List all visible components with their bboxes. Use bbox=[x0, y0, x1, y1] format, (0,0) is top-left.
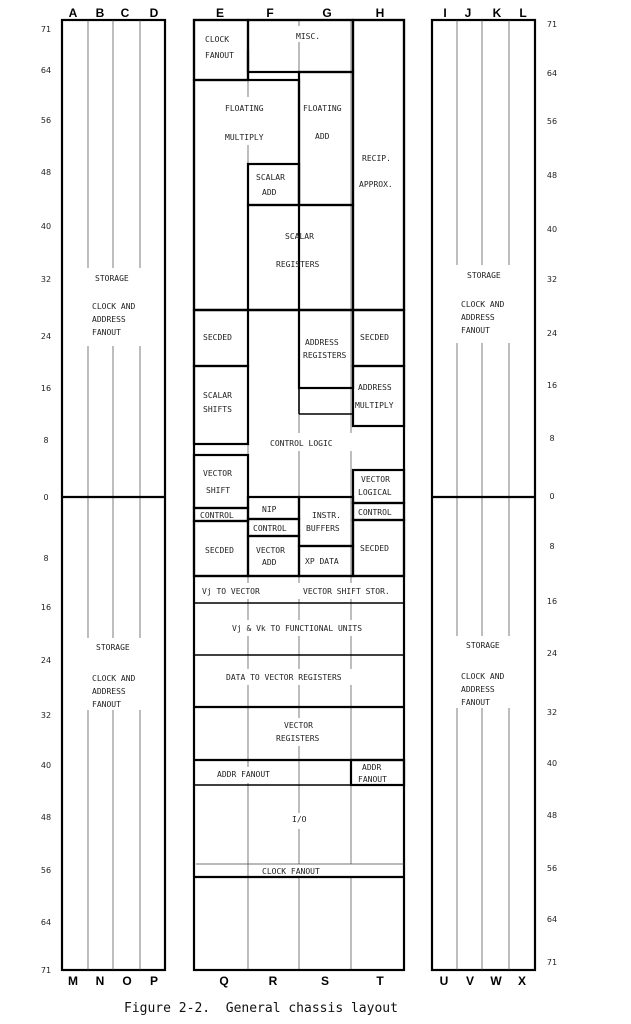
column-labels-top bbox=[69, 6, 527, 20]
label-instr-buffers: BUFFERS bbox=[306, 524, 340, 533]
row-label-right: 48 bbox=[546, 171, 558, 180]
col-label-s: S bbox=[320, 974, 330, 988]
row-label-left: 64 bbox=[40, 918, 52, 927]
storage-label: CLOCK AND bbox=[92, 302, 136, 311]
label-clock-fanout-bottom: CLOCK FANOUT bbox=[262, 867, 320, 876]
label-floating-multiply: MULTIPLY bbox=[225, 133, 264, 142]
storage-label: ADDRESS bbox=[461, 313, 495, 322]
label-secded: SECDED bbox=[203, 333, 232, 342]
row-label-left: 16 bbox=[40, 384, 52, 393]
label-scalar-add: ADD bbox=[262, 188, 277, 197]
label-vector-add: ADD bbox=[262, 558, 277, 567]
label-address-registers: ADDRESS bbox=[305, 338, 339, 347]
col-label-f: F bbox=[266, 6, 274, 20]
row-label-right: 40 bbox=[546, 225, 558, 234]
row-label-right: 24 bbox=[546, 329, 558, 338]
col-label-g: G bbox=[322, 6, 332, 20]
label-clock-fanout: CLOCK bbox=[205, 35, 230, 44]
col-label-b: B bbox=[95, 6, 105, 20]
label-vector-shift: SHIFT bbox=[206, 486, 231, 495]
col-label-w: W bbox=[490, 974, 502, 988]
row-label-left: 32 bbox=[40, 275, 52, 284]
row-label-right: 24 bbox=[546, 649, 558, 658]
row-label-left: 64 bbox=[40, 66, 52, 75]
label-vector-logical: LOGICAL bbox=[358, 488, 392, 497]
row-label-left: 0 bbox=[43, 493, 49, 502]
row-label-right: 16 bbox=[546, 597, 558, 606]
row-label-right: 8 bbox=[549, 542, 555, 551]
label-control: CONTROL bbox=[358, 508, 392, 517]
label-control: CONTROL bbox=[200, 511, 234, 520]
label-vj-to-vector: Vj TO VECTOR bbox=[202, 587, 260, 596]
row-label-right: 64 bbox=[546, 915, 558, 924]
row-label-right: 64 bbox=[546, 69, 558, 78]
label-nip: NIP bbox=[262, 505, 277, 514]
col-label-x: X bbox=[517, 974, 527, 988]
label-vector-registers: REGISTERS bbox=[276, 734, 320, 743]
label-scalar-registers: SCALAR bbox=[285, 232, 314, 241]
row-label-right: 32 bbox=[546, 708, 558, 717]
label-scalar-registers: REGISTERS bbox=[276, 260, 320, 269]
col-label-h: H bbox=[375, 6, 385, 20]
storage-label: CLOCK AND bbox=[461, 300, 505, 309]
label-vj-vk: Vj & Vk TO FUNCTIONAL UNITS bbox=[232, 624, 363, 633]
label-address-multiply: ADDRESS bbox=[358, 383, 392, 392]
row-label-right: 8 bbox=[549, 434, 555, 443]
col-label-e: E bbox=[215, 6, 225, 20]
row-label-left: 56 bbox=[40, 866, 52, 875]
row-label-left: 8 bbox=[43, 554, 49, 563]
label-vector-shift: VECTOR bbox=[203, 469, 232, 478]
label-floating-add: ADD bbox=[315, 132, 330, 141]
label-vector-add: VECTOR bbox=[256, 546, 285, 555]
row-label-left: 40 bbox=[40, 761, 52, 770]
row-label-left: 24 bbox=[40, 656, 52, 665]
storage-label: STORAGE bbox=[467, 271, 501, 280]
row-label-left: 71 bbox=[40, 966, 52, 975]
storage-label: STORAGE bbox=[95, 274, 129, 283]
storage-label: FANOUT bbox=[92, 700, 121, 709]
label-floating-add: FLOATING bbox=[303, 104, 342, 113]
storage-label: FANOUT bbox=[461, 698, 490, 707]
col-label-t: T bbox=[376, 974, 384, 988]
left-storage-cabinet bbox=[62, 20, 165, 970]
row-label-right: 56 bbox=[546, 864, 558, 873]
row-label-left: 56 bbox=[40, 116, 52, 125]
right-storage-cabinet bbox=[432, 20, 535, 970]
label-recip-approx: RECIP. bbox=[362, 154, 391, 163]
row-label-right: 40 bbox=[546, 759, 558, 768]
label-secded: SECDED bbox=[205, 546, 234, 555]
label-secded: SECDED bbox=[360, 333, 389, 342]
storage-label: STORAGE bbox=[466, 641, 500, 650]
row-label-left: 24 bbox=[40, 332, 52, 341]
col-label-j: J bbox=[464, 6, 472, 20]
label-xp-data: XP DATA bbox=[305, 557, 339, 566]
row-label-right: 32 bbox=[546, 275, 558, 284]
label-floating-multiply: FLOATING bbox=[225, 104, 264, 113]
label-clock-fanout: FANOUT bbox=[205, 51, 234, 60]
label-address-multiply: MULTIPLY bbox=[355, 401, 394, 410]
storage-label: CLOCK AND bbox=[92, 674, 136, 683]
storage-label: ADDRESS bbox=[92, 315, 126, 324]
label-vector-logical: VECTOR bbox=[361, 475, 390, 484]
col-label-l: L bbox=[519, 6, 527, 20]
row-label-right: 16 bbox=[546, 381, 558, 390]
label-io: I/O bbox=[292, 815, 307, 824]
row-labels-right bbox=[547, 20, 557, 967]
col-label-d: D bbox=[149, 6, 159, 20]
label-addr-fanout: FANOUT bbox=[358, 775, 387, 784]
row-label-left: 48 bbox=[40, 813, 52, 822]
label-control: CONTROL bbox=[253, 524, 287, 533]
col-label-i: I bbox=[443, 6, 447, 20]
label-instr-buffers: INSTR. bbox=[312, 511, 341, 520]
col-label-c: C bbox=[120, 6, 130, 20]
row-label-left: 48 bbox=[40, 168, 52, 177]
label-scalar-add: SCALAR bbox=[256, 173, 285, 182]
row-label-right: 56 bbox=[546, 117, 558, 126]
label-data-to-vector: DATA TO VECTOR REGISTERS bbox=[226, 673, 342, 682]
col-label-o: O bbox=[122, 974, 132, 988]
label-recip-approx: APPROX. bbox=[359, 180, 393, 189]
row-labels-left bbox=[41, 25, 51, 975]
label-vector-shift-stor: VECTOR SHIFT STOR. bbox=[303, 587, 390, 596]
label-scalar-shifts: SCALAR bbox=[203, 391, 232, 400]
label-addr-fanout: ADDR FANOUT bbox=[217, 770, 270, 779]
col-label-k: K bbox=[492, 6, 502, 20]
col-label-q: Q bbox=[219, 974, 229, 988]
storage-label: STORAGE bbox=[96, 643, 130, 652]
row-label-left: 8 bbox=[43, 436, 49, 445]
label-addr-fanout: ADDR bbox=[362, 763, 382, 772]
label-scalar-shifts: SHIFTS bbox=[203, 405, 232, 414]
col-label-p: P bbox=[149, 974, 159, 988]
row-label-right: 0 bbox=[549, 492, 555, 501]
row-label-left: 40 bbox=[40, 222, 52, 231]
storage-label: CLOCK AND bbox=[461, 672, 505, 681]
row-label-left: 71 bbox=[40, 25, 52, 34]
storage-label: FANOUT bbox=[461, 326, 490, 335]
row-label-left: 16 bbox=[40, 603, 52, 612]
row-label-right: 71 bbox=[546, 958, 558, 967]
label-control-logic: CONTROL LOGIC bbox=[270, 439, 333, 448]
column-labels-bottom bbox=[68, 974, 526, 988]
row-label-right: 48 bbox=[546, 811, 558, 820]
figure-caption: Figure 2-2. General chassis layout bbox=[124, 1001, 398, 1016]
row-label-right: 71 bbox=[546, 20, 558, 29]
col-label-u: U bbox=[439, 974, 449, 988]
row-label-left: 32 bbox=[40, 711, 52, 720]
col-label-a: A bbox=[68, 6, 78, 20]
storage-label: ADDRESS bbox=[461, 685, 495, 694]
label-vector-registers: VECTOR bbox=[284, 721, 313, 730]
label-address-registers: REGISTERS bbox=[303, 351, 347, 360]
col-label-m: M bbox=[68, 974, 78, 988]
label-secded: SECDED bbox=[360, 544, 389, 553]
col-label-n: N bbox=[95, 974, 105, 988]
label-misc: MISC. bbox=[296, 32, 321, 41]
storage-label: ADDRESS bbox=[92, 687, 126, 696]
col-label-v: V bbox=[465, 974, 475, 988]
col-label-r: R bbox=[268, 974, 278, 988]
storage-label: FANOUT bbox=[92, 328, 121, 337]
